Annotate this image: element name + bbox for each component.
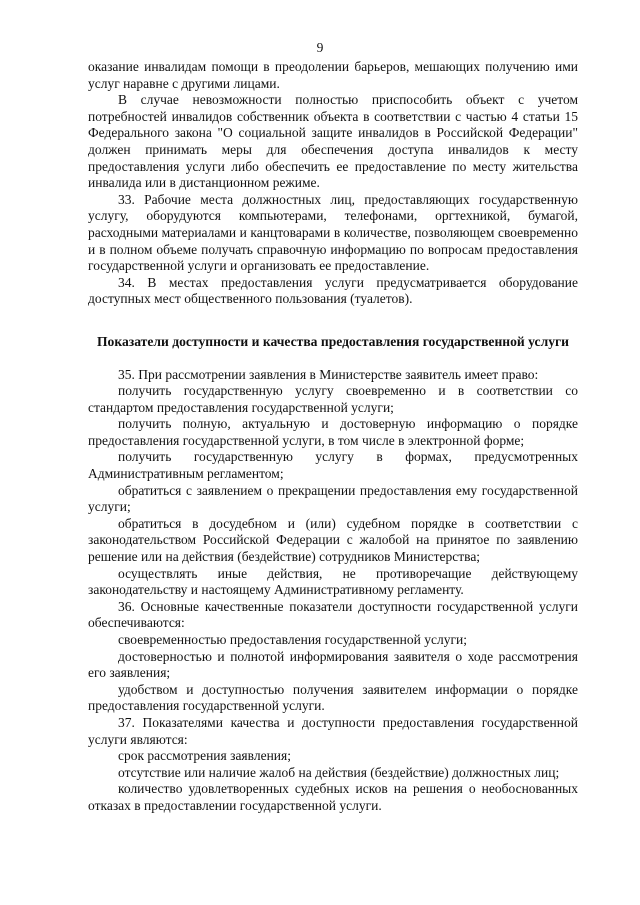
list-item: получить государственную услугу в формах, предусмотренных Административным регламентом; [88, 449, 578, 482]
list-item: отсутствие или наличие жалоб на действия (бездействие) должностных лиц; [118, 764, 560, 780]
paragraph-37: 37. Показателями качества и доступности предоставления государственной услуги являются: [88, 714, 578, 747]
list-item: осуществлять иные действия, не противоречащие действующему законодательству и настоящему Административному регламенту. [88, 565, 578, 598]
document-body [88, 59, 578, 815]
list-item: достоверностью и полнотой информирования заявителя о ходе рассмотрения его заявления; [88, 648, 578, 681]
paragraph: оказание инвалидам помощи в преодолении барьеров, мешающих получению ими услуг наравне с другими лицами. [88, 59, 578, 91]
list-item: срок рассмотрения заявления; [118, 748, 291, 764]
paragraph-35: 35. При рассмотрении заявления в Министерстве заявитель имеет право: [118, 366, 539, 382]
list-item: получить полную, актуальную и достоверную информацию о порядке предоставления государственной услуги, в том числе в электронной форме; [88, 416, 578, 448]
list-item: получить государственную услугу своевременно и в соответствии со стандартом предоставления государственной услуги; [88, 383, 578, 415]
list-item: обратиться с заявлением о прекращении предоставления ему государственной услуги; [88, 482, 578, 515]
paragraph: В случае невозможности полностью приспособить объект с учетом потребностей инвалидов собственник объекта в соответствии с частью 4 статьи 15 Федерального закона "О социальной защите инвалидов в Российской Федерации" должен принимать меры для обеспечения доступа инвалидов к месту предоставления услуги либо обеспечить ее предоставление по месту жительства инвалида или в дистанционном режиме. [88, 92, 578, 191]
list-item: обратиться в досудебном и (или) судебном порядке в соответствии с законодательством Российской Федерации с жалобой на принятое по заявлению решение или на действия (бездействие) сотрудников Министерства; [88, 515, 578, 565]
paragraph-36: 36. Основные качественные показатели доступности государственной услуги обеспечиваются: [88, 598, 578, 631]
page-number: 9 [316, 40, 324, 55]
section-heading: Показатели доступности и качества предоставления государственной услуги [96, 333, 569, 349]
paragraph-34: 34. В местах предоставления услуги предусматривается оборудование доступных мест общественного пользования (туалетов). [88, 274, 578, 307]
list-item: удобством и доступностью получения заявителем информации о порядке предоставления государственной услуги. [88, 681, 578, 714]
paragraph-33: 33. Рабочие места должностных лиц, предоставляющих государственную услугу, оборудуются компьютерами, телефонами, оргтехникой, бумагой, расходными материалами и канцтоварами в количестве, позволяющем своевременно и в полном объеме получать справочную информацию по вопросам предоставления государственной услуги и организовать ее предоставление. [88, 191, 578, 274]
list-item: количество удовлетворенных судебных исков на решения о необоснованных отказах в предоставлении государственной услуги. [88, 781, 578, 813]
list-item: своевременностью предоставления государственной услуги; [118, 632, 467, 647]
